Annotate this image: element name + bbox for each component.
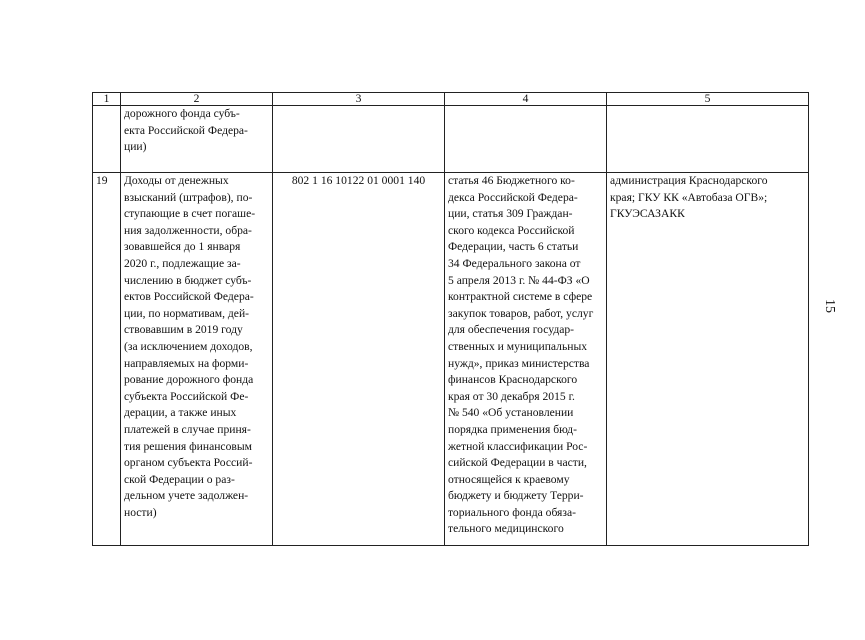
text-line: декса Российской Федера- bbox=[448, 190, 578, 204]
text-line: ции, статья 309 Граждан- bbox=[448, 207, 573, 221]
text-line: зовавшейся до 1 января bbox=[124, 240, 241, 254]
text-line: субъекта Российской Фе- bbox=[124, 389, 249, 403]
text-line: для обеспечения государ- bbox=[448, 323, 575, 337]
text-line: ствовавшим в 2019 году bbox=[124, 323, 243, 337]
text-line: рование дорожного фонда bbox=[124, 373, 254, 387]
text-line: платежей в случае приня- bbox=[124, 422, 251, 436]
header-cell-5: 5 bbox=[607, 93, 809, 106]
table-row-19 bbox=[93, 173, 809, 546]
header-cell-4: 4 bbox=[445, 93, 607, 106]
administrators bbox=[607, 173, 809, 546]
text-line: Доходы от денежных bbox=[124, 174, 229, 187]
header-row bbox=[93, 93, 809, 106]
text-line: № 540 «Об установлении bbox=[448, 406, 574, 420]
text-line: взысканий (штрафов), по- bbox=[124, 190, 253, 204]
text-line: сийской Федерации в части, bbox=[448, 456, 587, 470]
text-line: ектов Российской Федера- bbox=[124, 290, 254, 304]
text-line: дорожного фонда субъ- bbox=[124, 107, 240, 120]
text-line: жетной классификации Рос- bbox=[448, 439, 588, 453]
budget-classification-code: 802 1 16 10122 01 0001 140 bbox=[273, 173, 445, 546]
continuation-row bbox=[93, 106, 809, 173]
text-line: ния задолженности, обра- bbox=[124, 223, 252, 237]
text-line: ции) bbox=[124, 140, 147, 154]
text-line: тия решения финансовым bbox=[124, 439, 252, 453]
cont-cell-5 bbox=[607, 106, 809, 173]
text-line: края от 30 декабря 2015 г. bbox=[448, 389, 575, 403]
text-line: статья 46 Бюджетного ко- bbox=[448, 174, 575, 187]
header-cell-3: 3 bbox=[273, 93, 445, 106]
text-line: администрация Краснодарского bbox=[610, 174, 768, 187]
header-cell-1: 1 bbox=[93, 93, 121, 106]
text-line: Федерации, часть 6 статьи bbox=[448, 240, 579, 254]
text-line: порядка применения бюд- bbox=[448, 422, 577, 436]
text-line: дерации, а также иных bbox=[124, 406, 237, 420]
text-line: органом субъекта Россий- bbox=[124, 456, 253, 470]
cont-cell-3 bbox=[273, 106, 445, 173]
text-line: направляемых на форми- bbox=[124, 356, 249, 370]
text-line: ториального фонда обяза- bbox=[448, 505, 576, 519]
document-table bbox=[92, 92, 809, 546]
text-line: 34 Федерального закона от bbox=[448, 256, 581, 270]
cont-cell-4 bbox=[445, 106, 607, 173]
text-line: 2020 г., подлежащие за- bbox=[124, 256, 241, 270]
cont-cell-2 bbox=[121, 106, 273, 173]
text-line: бюджету и бюджету Терри- bbox=[448, 489, 584, 503]
text-line: дельном учете задолжен- bbox=[124, 489, 249, 503]
text-line: ГКУЭСАЗАКК bbox=[610, 207, 685, 221]
text-line: относящейся к краевому bbox=[448, 472, 570, 486]
text-line: закупок товаров, работ, услуг bbox=[448, 306, 594, 320]
text-line: края; ГКУ КК «Автобаза ОГВ»; bbox=[610, 190, 768, 204]
text-line: ности) bbox=[124, 505, 157, 519]
text-line: контрактной системе в сфере bbox=[448, 290, 593, 304]
legal-basis bbox=[445, 173, 607, 546]
cont-cell-1 bbox=[93, 106, 121, 173]
text-line: тельного медицинского bbox=[448, 522, 564, 536]
text-line: 5 апреля 2013 г. № 44-ФЗ «О bbox=[448, 273, 590, 287]
page-number: 15 bbox=[822, 299, 837, 313]
header-cell-2: 2 bbox=[121, 93, 273, 106]
text-line: числению в бюджет субъ- bbox=[124, 273, 252, 287]
text-line: финансов Краснодарского bbox=[448, 373, 578, 387]
text-line: екта Российской Федера- bbox=[124, 123, 248, 137]
text-line: ступающие в счет погаше- bbox=[124, 207, 256, 221]
text-line: ского кодекса Российской bbox=[448, 223, 575, 237]
income-description bbox=[121, 173, 273, 546]
text-line: нужд», приказ министерства bbox=[448, 356, 590, 370]
text-line: ственных и муниципальных bbox=[448, 339, 588, 353]
text-line: (за исключением доходов, bbox=[124, 339, 253, 353]
text-line: ской Федерации о раз- bbox=[124, 472, 235, 486]
row-number: 19 bbox=[93, 173, 121, 546]
text-line: ции, по нормативам, дей- bbox=[124, 306, 250, 320]
